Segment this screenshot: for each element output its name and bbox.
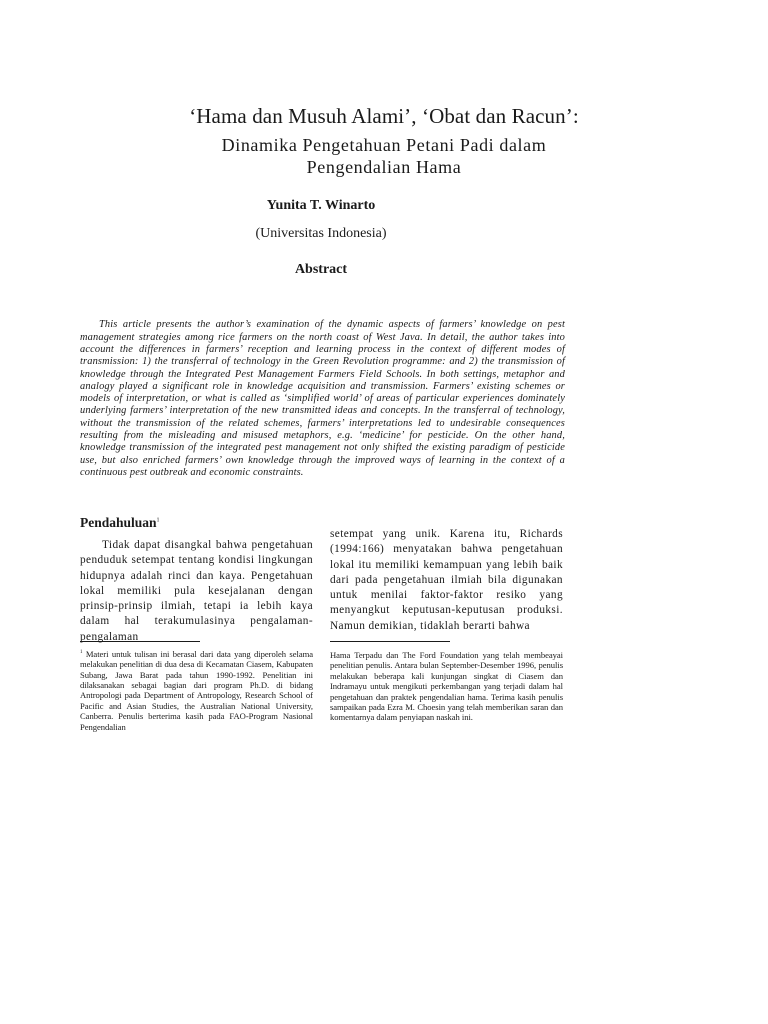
footnote-reference: 1 (156, 517, 160, 524)
footnote-divider-right (330, 641, 450, 642)
abstract-heading: Abstract (294, 262, 348, 277)
section-heading (80, 515, 313, 531)
right-column (330, 527, 563, 634)
body-paragraph-left: Tidak dapat disangkal bahwa pengetahuan penduduk setempat tentang kondisi lingkungan hidupnya adalah rinci dan kaya. Pengetahuan lokal memiliki pula kesejalanan dengan prinsip-prinsip ilmiah, tetapi ia lebih kaya dalam hal terakumulasinya pengalaman-pengalaman (80, 539, 313, 643)
left-column (80, 515, 313, 645)
subtitle-line-2: Pengendalian Hama (306, 157, 462, 177)
footnote-divider-left (80, 641, 200, 642)
footnote-right: Hama Terpadu dan The Ford Foundation yang telah membeayai penelitian penulis. Antara bulan September-Desember 1996, penulis melakukan beberapa kali kunjungan singkat di Ciasem dan Indramayu untuk mengikuti perkembangan yang terjadi dalam hal pengetahuan dan praktek pengendalian hama. Terima kasih penulis sampaikan pada Ezra M. Choesin yang telah memberikan saran dan komentarnya dalam penyiapan naskah ini. (330, 650, 563, 723)
subtitle-line-1: Dinamika Pengetahuan Petani Padi dalam (221, 135, 547, 155)
footnote-left-text: Materi untuk tulisan ini berasal dari data yang diperoleh selama melakukan penelitian di dua desa di Kecamatan Ciasem, Kabupaten Subang, Jawa Barat pada tahun 1990-1992. Penelitian ini dilaksanakan sebagai bagian dari program Ph.D. di bidang Antropologi pada Department of Antropology, Research School of Pacific and Asian Studies, the Australian National University, Canberra. Penulis berterima kasih pada FAO-Program Nasional Pengendalian (80, 648, 313, 732)
article-title: ‘Hama dan Musuh Alami’, ‘Obat dan Racun’: (189, 104, 579, 128)
footnote-marker: 1 (80, 650, 83, 655)
body-paragraph-right: setempat yang unik. Karena itu, Richards (1994:166) menyatakan bahwa pengetahuan lokal itu memiliki kemampuan yang lebih baik dari pada pengetahuan ilmiah bila digunakan untuk menilai faktor-faktor resiko yang menyangkut keputusan-keputusan produksi. Namun demikian, tidaklah berarti bahwa (330, 528, 563, 632)
author-affiliation: (Universitas Indonesia) (255, 226, 387, 241)
section-heading-label: Pendahuluan (80, 515, 157, 530)
author-name: Yunita T. Winarto (266, 198, 376, 213)
footnote-left (80, 648, 313, 732)
article-subtitle (0, 134, 768, 178)
abstract-text: This article presents the author’s examination of the dynamic aspects of farmers’ knowledge on pest management strategies among rice farmers on the north coast of West Java. In detail, the author takes into account the differences in farmers’ reception and learning process in the context of different modes of transmission: 1) the transferral of technology in the Green Revolution programme: and 2) the transmission of knowledge through the Integrated Pest Management Farmers Field Schools. In both settings, metaphor and analogy played a significant role in knowledge acquisition and transmission. Farmers’ existing schemes or models of interpretation, or what is called as ‘simplified world’ of areas of particular experiences dominately underlying farmers’ interpretation of the new transmitted ideas and concepts. In the transferral of technology, without the transmission of the related schemes, farmers’ interpretations led to undesirable consequences resulting from the misleading and misused metaphors, e.g. ‘medicine’ for pesticide. On the other hand, knowledge transmission of the integrated pest management not only shifted the existing paradigm of pesticide use, but also enriched farmers’ own knowledge through the improved ways of learning in the context of a continuous pest outbreak and economic constraints. (80, 319, 565, 478)
